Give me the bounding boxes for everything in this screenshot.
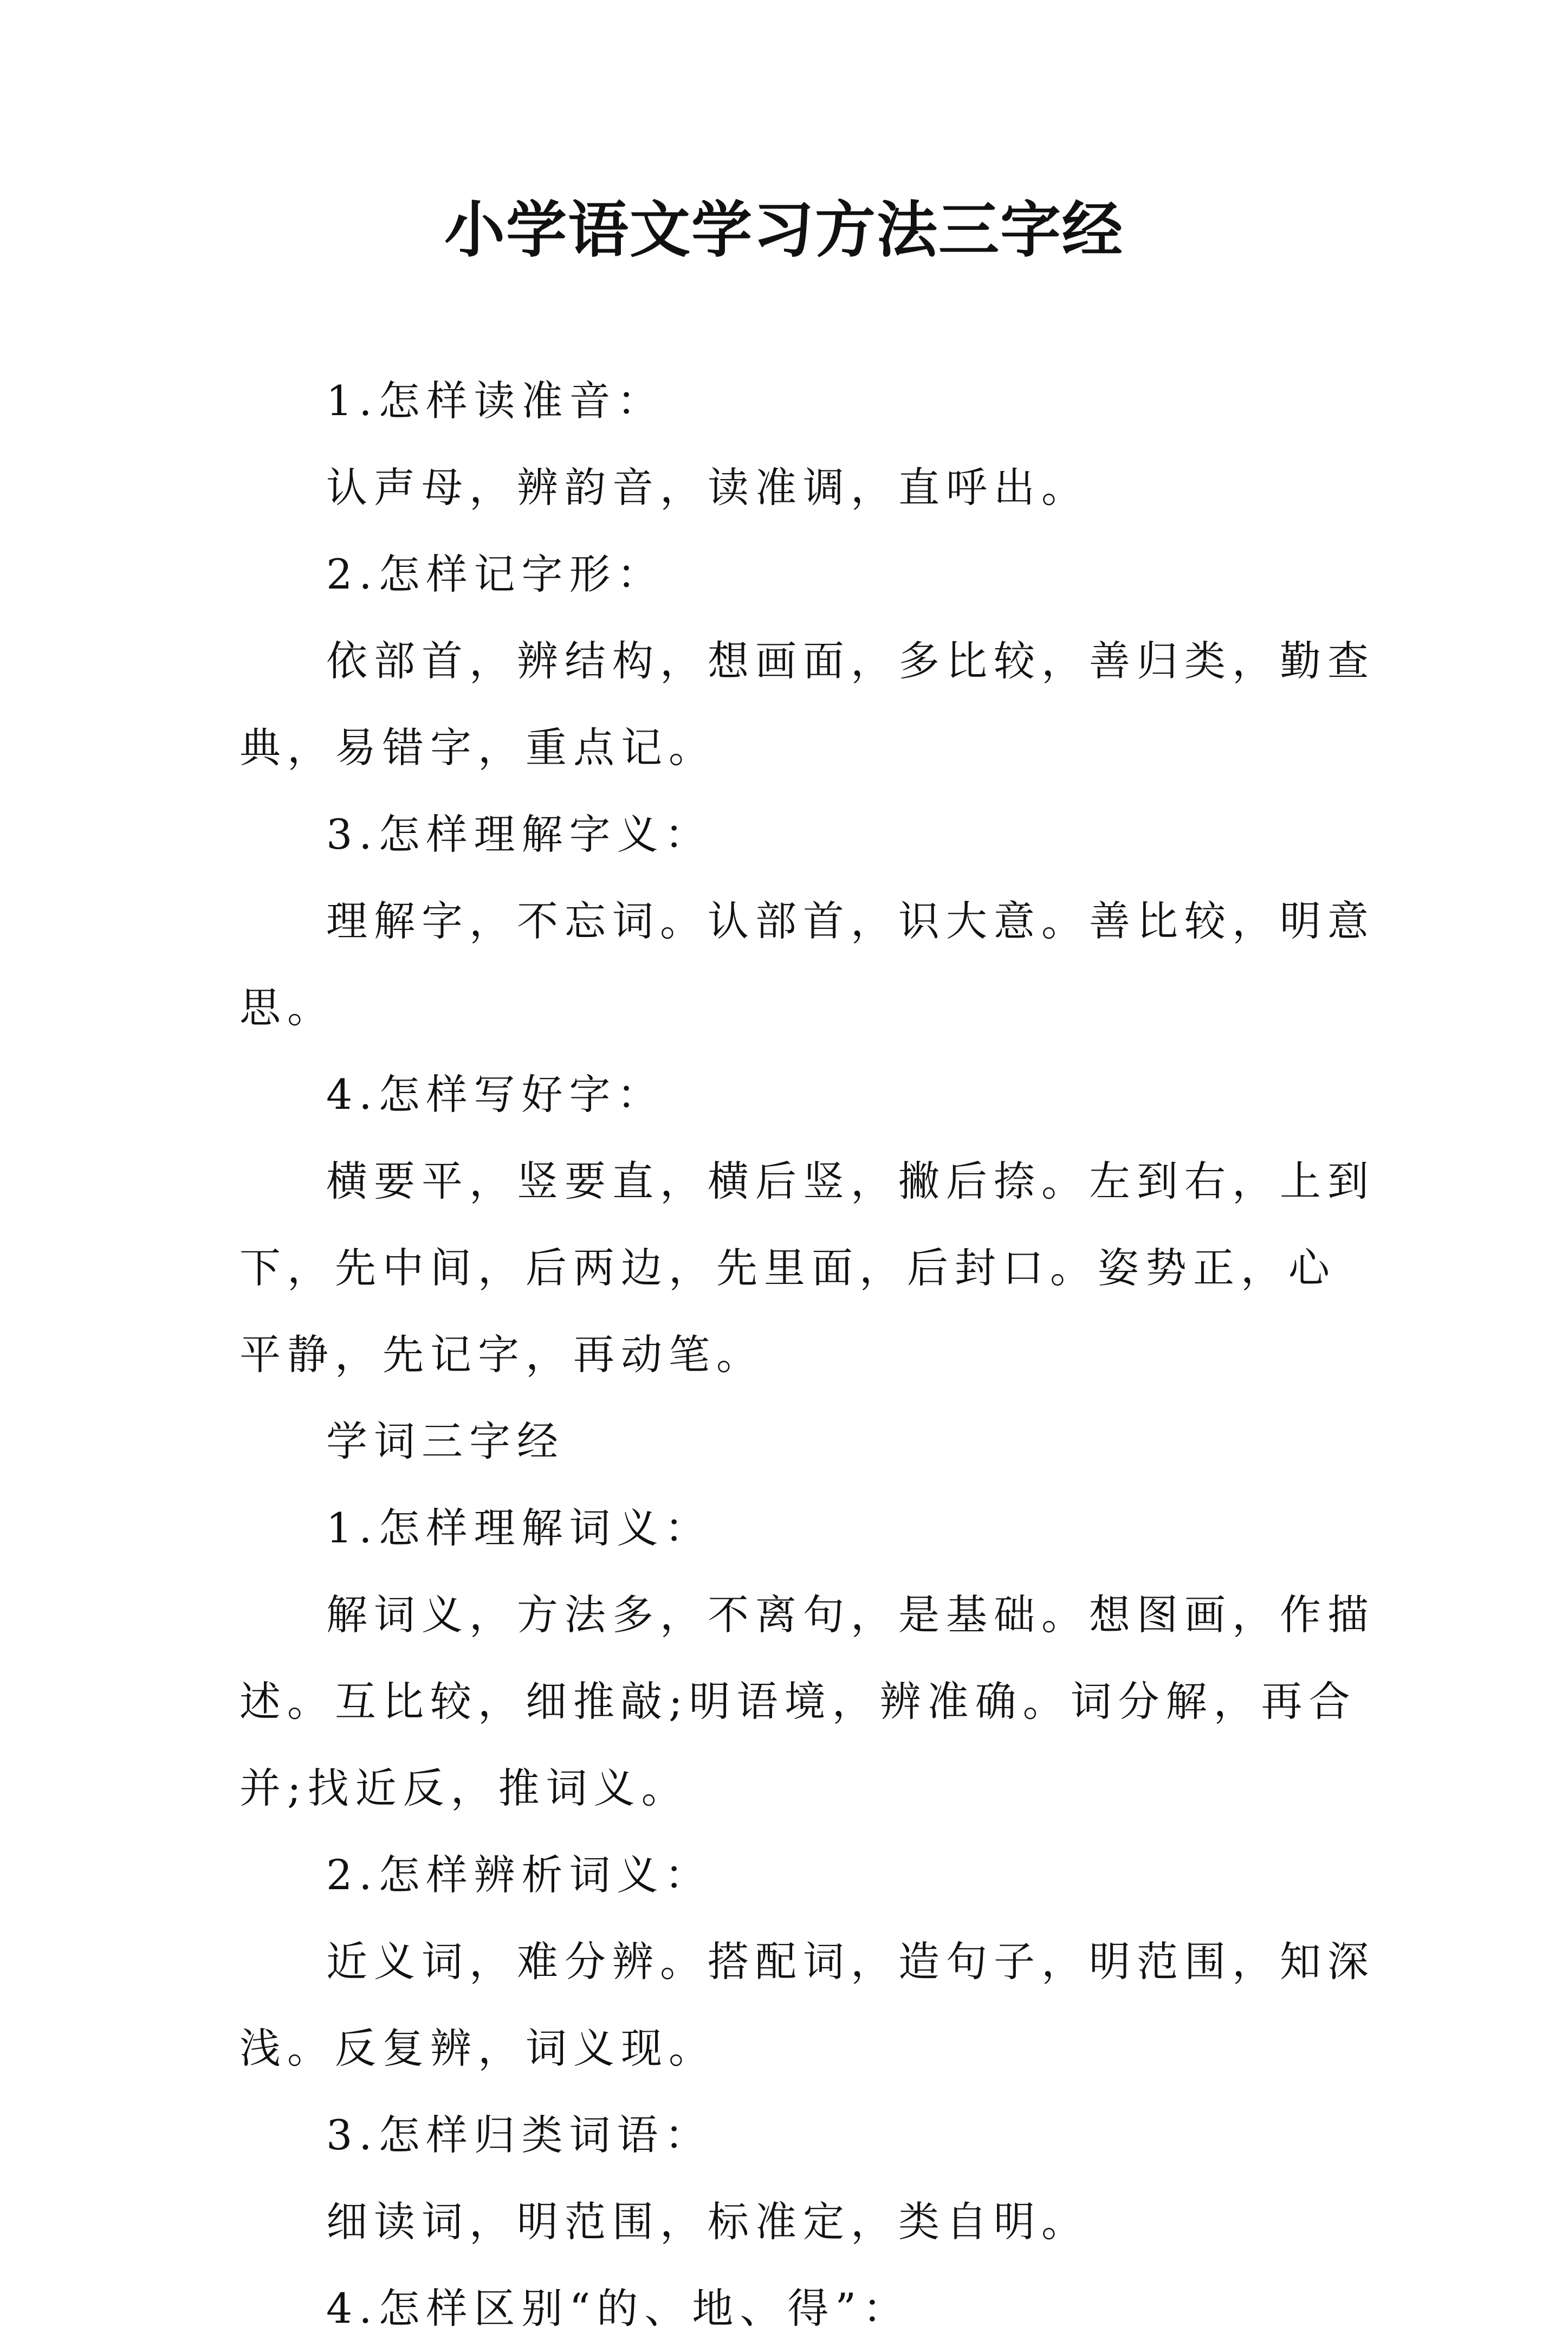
- heading-de-particles: 4.怎样区别“的、地、得”：: [326, 2284, 911, 2332]
- paragraph-read-pronunciation: 认声母，辨韵音，读准调，直呼出。: [326, 463, 1089, 512]
- document-body: [239, 358, 1377, 2352]
- heading-distinguish-words: 2.怎样辨析词义：: [326, 1851, 712, 1899]
- paragraph-distinguish-words: 近义词，难分辨。搭配词，造句子，明范围，知深浅。反复辨，词义现。: [239, 1937, 1375, 2072]
- heading-word-meaning: 1.怎样理解词义：: [326, 1504, 712, 1552]
- paragraph-write-characters: 横要平，竖要直，横后竖，撇后捺。左到右，上到下，先中间，后两边，先里面，后封口。姿势正，心平静，先记字，再动笔。: [239, 1157, 1375, 1379]
- section-heading-word-study: 学词三字经: [326, 1417, 565, 1465]
- heading-classify-words: 3.怎样归类词语：: [326, 2111, 712, 2159]
- paragraph-word-meaning: 解词义，方法多，不离句，是基础。想图画，作描述。互比较，细推敲;明语境，辨准确。词分解，再合并;找近反，推词义。: [239, 1591, 1375, 1812]
- heading-character-meaning: 3.怎样理解字义：: [326, 810, 712, 858]
- document-title: 小学语文学习方法三字经: [444, 195, 1124, 266]
- paragraph-remember-shape: 依部首，辨结构，想画面，多比较，善归类，勤查典，易错字，重点记。: [239, 637, 1375, 772]
- heading-read-pronunciation: 1.怎样读准音：: [326, 377, 665, 425]
- paragraph-character-meaning: 理解字，不忘词。认部首，识大意。善比较，明意思。: [239, 897, 1375, 1032]
- heading-remember-shape: 2.怎样记字形：: [326, 550, 665, 598]
- heading-write-characters: 4.怎样写好字：: [326, 1070, 665, 1119]
- paragraph-classify-words: 细读词，明范围，标准定，类自明。: [326, 2198, 1089, 2246]
